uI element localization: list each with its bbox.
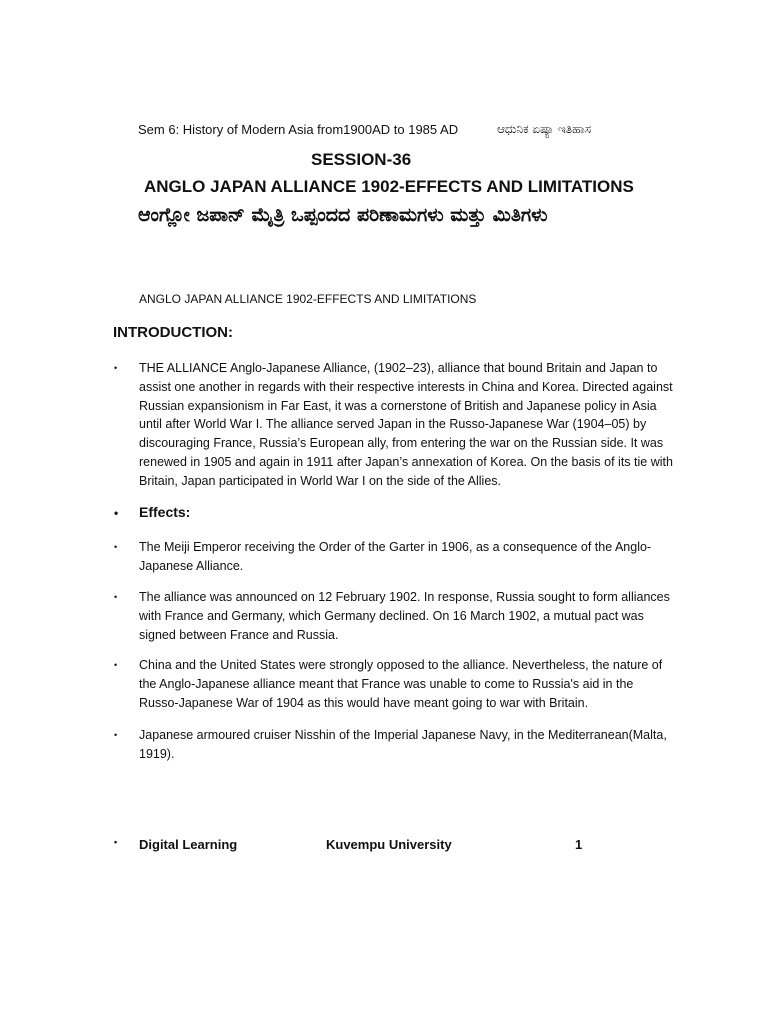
bullet-icon: •: [114, 542, 118, 552]
session-label: SESSION-36: [311, 150, 412, 169]
page-title: ANGLO JAPAN ALLIANCE 1902-EFFECTS AND LIMITATIONS: [144, 177, 634, 196]
effects-item: [114, 588, 674, 644]
bullet-icon: •: [114, 592, 118, 602]
page-title-kannada: ಆಂಗ್ಲೋ ಜಪಾನ್ ಮೈತ್ರಿ ಒಪ್ಪಂದದ ಪರಿಣಾಮಗಳು ಮತ್ತು ಮಿತಿಗಳು: [138, 204, 548, 226]
course-title-kannada: ಆಧುನಿಕ ಏಷ್ಯಾ ಇತಿಹಾಸ: [497, 122, 592, 136]
bullet-icon: •: [114, 730, 118, 740]
effects-heading-label: Effects:: [139, 504, 191, 520]
course-header: [138, 122, 698, 137]
effects-heading: [114, 504, 190, 520]
footer-left: Digital Learning: [139, 837, 238, 852]
effects-item-text: Japanese armoured cruiser Nisshin of the Imperial Japanese Navy, in the Mediterranean(Malta, 1919).: [139, 728, 667, 761]
bullet-icon: •: [114, 837, 118, 847]
effects-item: [114, 538, 674, 576]
bullet-icon: •: [114, 506, 119, 520]
effects-item: [114, 656, 674, 712]
introduction-heading: INTRODUCTION:: [113, 324, 233, 341]
section-subheading: ANGLO JAPAN ALLIANCE 1902-EFFECTS AND LIMITATIONS: [139, 292, 477, 306]
bullet-icon: •: [114, 363, 118, 373]
bullet-icon: •: [114, 660, 118, 670]
effects-item-text: China and the United States were strongly opposed to the alliance. Nevertheless, the nature of the Anglo-Japanese alliance meant that France was unable to come to Russia's aid in the Russo-Japanese War of 1904 as this would have meant going to war with Britain.: [139, 658, 663, 710]
introduction-paragraph: [114, 359, 674, 491]
effects-item: [114, 726, 674, 764]
effects-item-text: The Meiji Emperor receiving the Order of the Garter in 1906, as a consequence of the Anglo-Japanese Alliance.: [139, 540, 652, 573]
footer-center: Kuvempu University: [326, 837, 452, 852]
course-title: Sem 6: History of Modern Asia from1900AD to 1985 AD: [138, 122, 459, 137]
paragraph-text: THE ALLIANCE Anglo-Japanese Alliance, (1902–23), alliance that bound Britain and Japan to assist one another in regards with their respective interests in China and Korea. Directed against Russian expansionism in Far East, it was a cornerstone of British and Japanese policy in Asia until after World War I. The alliance served Japan in the Russo-Japanese War (1904–05) by discouraging France, Russia’s European ally, from entering the war on the Russian side. It was renewed in 1905 and again in 1911 after Japan’s annexation of Korea. On the basis of its tie with Britain, Japan participated in World War I on the side of the Allies.: [139, 361, 673, 488]
effects-item-text: The alliance was announced on 12 February 1902. In response, Russia sought to form alliances with France and Germany, which Germany declined. On 16 March 1902, a mutual pact was signed between France and Russia.: [139, 590, 670, 642]
page-number: 1: [575, 837, 583, 852]
